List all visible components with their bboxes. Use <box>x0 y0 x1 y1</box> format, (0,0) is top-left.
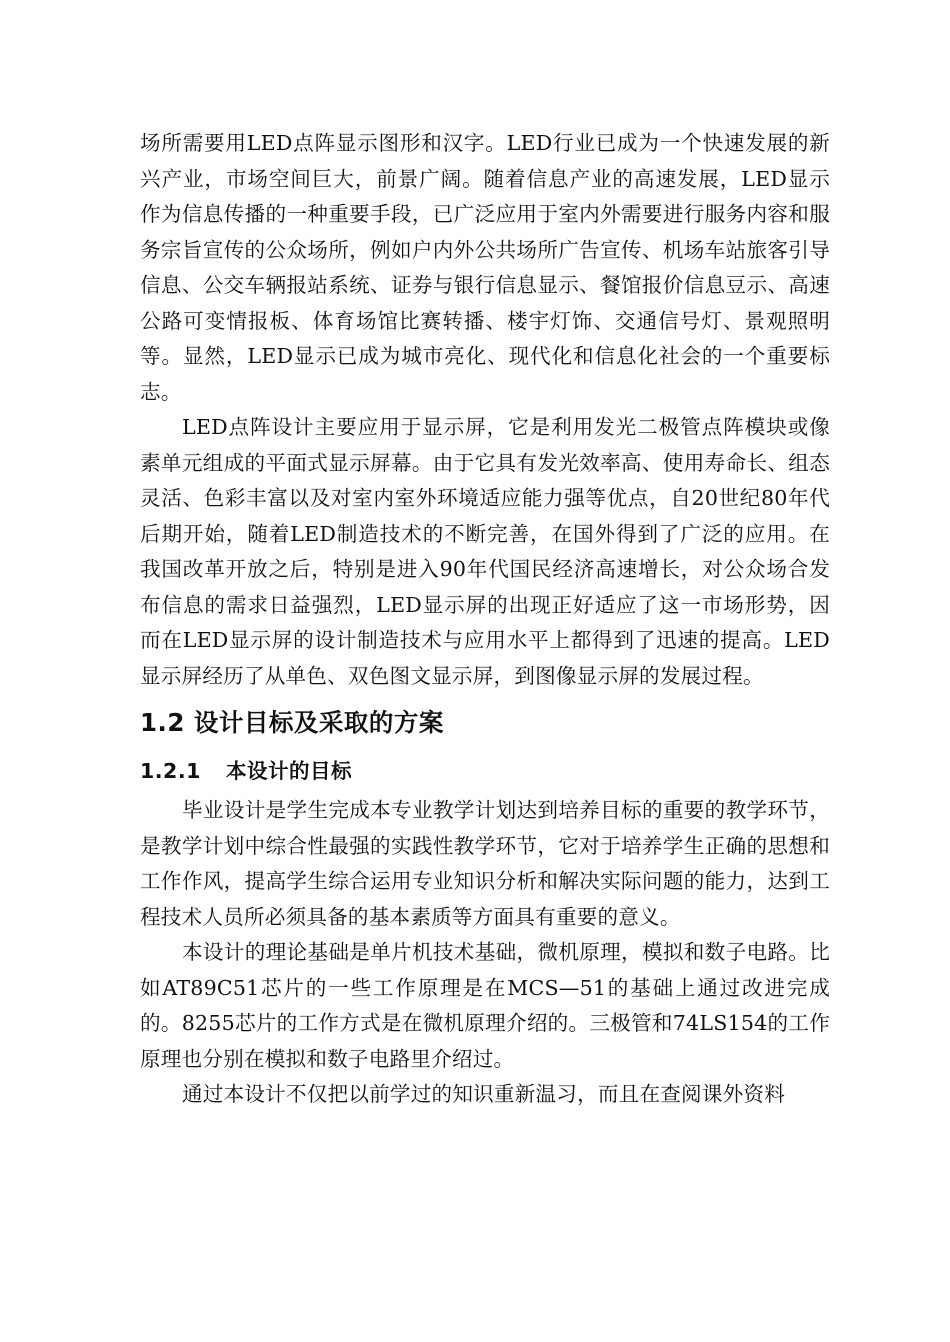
paragraph-led-industry: 场所需要用LED点阵显示图形和汉字。LED行业已成为一个快速发展的新兴产业，市场空间巨大，前景广阔。随着信息产业的高速发展，LED显示作为信息传播的一种重要手段，已广泛应用于室内外需要进行服务内容和服务宗旨宣传的公众场所，例如户内外公共场所广告宣传、机场车站旅客引导信息、公交车辆报站系统、证券与银行信息显示、餐馆报价信息豆示、高速公路可变情报板、体育场馆比赛转播、楼宇灯饰、交通信号灯、景观照明等。显然，LED显示已成为城市亮化、现代化和信息化社会的一个重要标志。 <box>140 131 830 404</box>
paragraph-theory-basis: 本设计的理论基础是单片机技术基础，微机原理，模拟和数子电路。比如AT89C51芯片的一些工作原理是在MCS—51的基础上通过改进完成的。8255芯片的工作方式是在微机原理介绍的。三极管和74LS154的工作原理也分别在模拟和数子电路里介绍过。 <box>140 940 830 1071</box>
subsection-title: 本设计的目标 <box>226 759 352 783</box>
paragraph-led-display: LED点阵设计主要应用于显示屏，它是利用发光二极管点阵模块或像素单元组成的平面式显示屏幕。由于它具有发光效率高、使用寿命长、组态灵活、色彩丰富以及对室内室外环境适应能力强等优点，自20世纪80年代后期开始，随着LED制造技术的不断完善，在国外得到了广泛的应用。在我国改革开放之后，特别是进入90年代国民经济高速增长，对公众场合发布信息的需求日益强烈，LED显示屏的出现正好适应了这一市场形势，因而在LED显示屏的设计制造技术与应用水平上都得到了迅速的提高。LED显示屏经历了从单色、双色图文显示屏，到图像显示屏的发展过程。 <box>140 415 830 688</box>
subsection-number: 1.2.1 <box>140 759 201 783</box>
subsection-heading <box>140 749 830 793</box>
document-page <box>140 126 830 1113</box>
paragraph-graduation-design: 毕业设计是学生完成本专业教学计划达到培养目标的重要的教学环节，是教学计划中综合性最强的实践性教学环节，它对于培养学生正确的思想和工作作风，提高学生综合运用专业知识分析和解决实际问题的能力，达到工程技术人员所必须具备的基本素质等方面具有重要的意义。 <box>140 798 830 929</box>
section-heading: 1.2 设计目标及采取的方案 <box>140 708 444 737</box>
paragraph-review: 通过本设计不仅把以前学过的知识重新温习，而且在查阅课外资料 <box>182 1082 786 1106</box>
